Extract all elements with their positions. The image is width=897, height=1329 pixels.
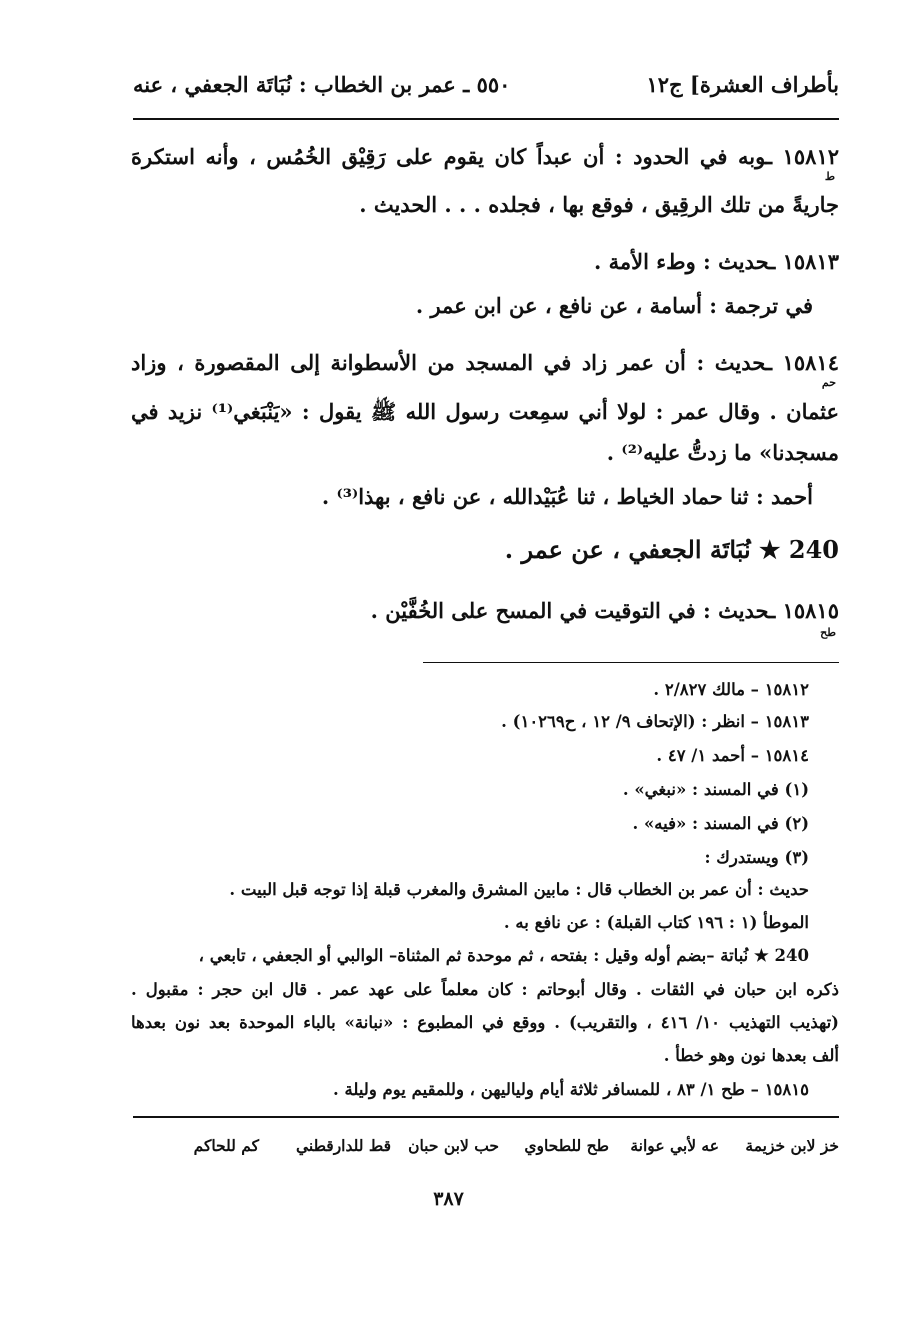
footnote-note-2: (٢) في المسند : «فيه» . xyxy=(632,814,809,833)
running-header-left: ٥٥٠ ـ عمر بن الخطاب : نُبَاتَة الجعفي ، عنه xyxy=(133,72,511,97)
entry-15813-title: ١٥٨١٣ ـحديث : وطء الأمة . xyxy=(594,249,839,274)
footnote-240-line-3: (تهذيب التهذيب ١٠/ ٤١٦ ، والتقريب) . ووقع في المطبوع : «نبانة» بالباء الموحدة بعد نون بعدها xyxy=(131,1013,839,1032)
abbreviation-daraqutni: قط للدارقطني xyxy=(295,1136,391,1155)
entry-15812-source-symbol: ط xyxy=(824,170,835,183)
narrator-heading-240: 240 ★ نُبَاتَة الجعفي ، عن عمر . xyxy=(504,535,839,564)
entry-15815-source-symbol: طح xyxy=(820,626,836,639)
footnote-note-1: (١) في المسند : «نبغي» . xyxy=(622,780,809,799)
entry-15814-source-symbol: حم xyxy=(821,376,836,389)
entry-15814-line-3: مسجدنا» ما زدتُّ عليه⁽²⁾ . xyxy=(606,440,839,465)
running-header-right: بأطراف العشرة] ج١٢ xyxy=(646,72,839,97)
footnote-15812: ١٥٨١٢ – مالك ٢/٨٢٧ . xyxy=(653,680,809,699)
footnote-muwatta-ref: الموطأ (١ : ١٩٦ كتاب القبلة) : عن نافع به . xyxy=(503,913,809,932)
entry-15815-title: ١٥٨١٥ ـحديث : في التوقيت في المسح على الخُفَّيْن . xyxy=(370,598,839,623)
footnote-15814: ١٥٨١٤ – أحمد ١/ ٤٧ . xyxy=(656,746,809,765)
footnote-240-line-1: 240 ★ نُباتة –بضم أوله وقيل : بفتحه ، ثم موحدة ثم المثناة– الوالبي أو الجعفي ، تابعي ، xyxy=(198,946,809,965)
abbreviation-awanah: عه لأبي عوانة xyxy=(630,1136,719,1155)
footnote-15813: ١٥٨١٣ – انظر : (الإتحاف ٩/ ١٢ ، ح١٠٢٦٩) . xyxy=(501,712,809,731)
entry-15814-line-2: عثمان . وقال عمر : لولا أني سمِعت رسول الله ﷺ يقول : «يَنْبَغي⁽¹⁾ نزيد في xyxy=(131,399,840,424)
abbreviation-khuzaymah: خز لابن خزيمة xyxy=(745,1136,839,1155)
entry-15812-line-1: ١٥٨١٢ ـوبه في الحدود : أن عبداً كان يقوم على رَقِيْق الخُمُس ، وأنه استكرهَ xyxy=(131,144,840,169)
footnote-15815: ١٥٨١٥ – طح ١/ ٨٣ ، للمسافر ثلاثة أيام ولياليهن ، وللمقيم يوم وليلة . xyxy=(333,1080,809,1099)
footnote-240-line-4: ألف بعدها نون وهو خطأ . xyxy=(663,1046,839,1065)
entry-15814-line-1: ١٥٨١٤ ـحديث : أن عمر زاد في المسجد من الأسطوانة إلى المقصورة ، وزاد xyxy=(131,350,839,375)
abbreviation-hakim: كم للحاكم xyxy=(193,1136,259,1155)
footnote-240-line-2: ذكره ابن حبان في الثقات . وقال أبوحاتم : كان معلماً على عهد عمر . قال ابن حجر : مقبول . xyxy=(131,980,839,999)
header-rule xyxy=(133,118,839,120)
entry-15812-line-2: جاريةً من تلك الرقِيق ، فوقع بها ، فجلده . . . الحديث . xyxy=(359,192,839,217)
entry-15813-reference: في ترجمة : أسامة ، عن نافع ، عن ابن عمر . xyxy=(415,293,813,318)
footnote-note-3: (٣) ويستدرك : xyxy=(704,848,809,867)
abbreviation-hibban: حب لابن حبان xyxy=(408,1136,499,1155)
footnote-hadith-addition: حديث : أن عمر بن الخطاب قال : مابين المشرق والمغرب قبلة إذا توجه قبل البيت . xyxy=(229,880,809,899)
footnote-separator xyxy=(423,662,839,663)
entry-15814-isnad: أحمد : ثنا حماد الخياط ، ثنا عُبَيْدالله ، عن نافع ، بهذا⁽³⁾ . xyxy=(321,484,813,509)
abbreviations-rule xyxy=(133,1116,839,1118)
abbreviation-tahawi: طح للطحاوي xyxy=(524,1136,609,1155)
page-number: ٣٨٧ xyxy=(433,1188,464,1210)
